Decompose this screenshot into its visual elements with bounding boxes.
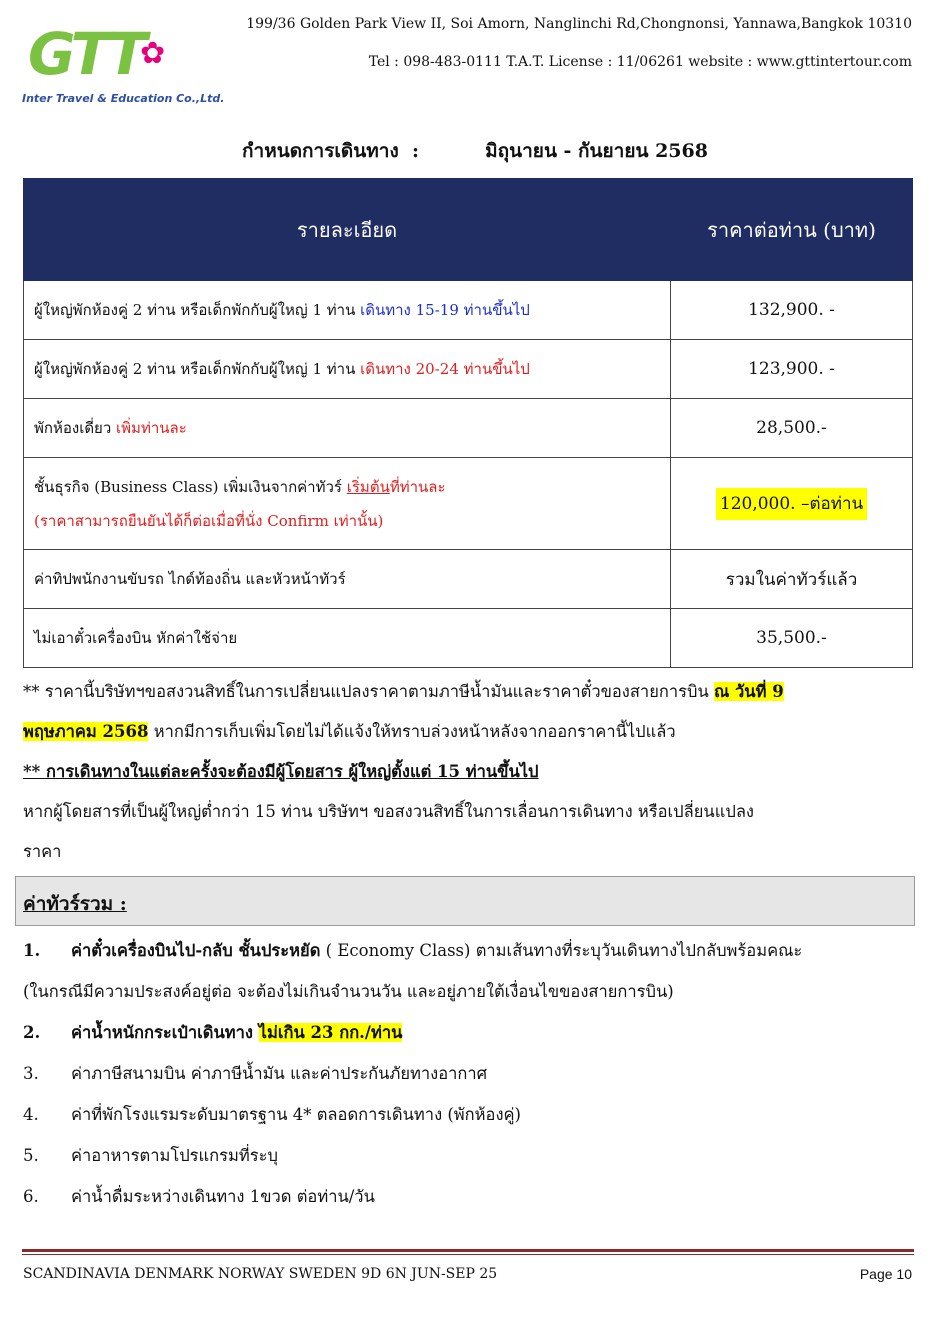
table-row [24,550,913,609]
surcharge-note: เพิ่มท่านละ [116,419,187,437]
highlighted-date: ณ วันที่ 9 [713,682,784,701]
item-continuation: (ในกรณีมีความประสงค์อยู่ต่อ จะต้องไม่เกินจำนวนวัน และอยู่ภายใต้เงื่อนไขของสายการบิน) [23,982,674,1001]
header-detail: รายละเอียด [24,179,671,281]
section-title: ค่าทัวร์รวม : [23,893,127,915]
travel-schedule [0,136,950,166]
list-item [23,1012,923,1053]
section-header [15,876,915,926]
table-header-row [24,179,913,281]
footer-divider-thin [22,1254,914,1255]
item-number: 3. [23,1064,39,1083]
group-size-note: เดินทาง 15-19 ท่านขึ้นไป [360,301,530,319]
baggage-limit: ไม่เกิน 23 กก./ท่าน [258,1023,403,1042]
row-price [671,458,913,550]
item-text: ค่าอาหารตามโปรแกรมที่ระบุ [71,1146,278,1165]
per-person-note: ที่ท่านละ [389,477,446,496]
table-row [24,340,913,399]
note-line [23,712,915,752]
price-notes [23,672,915,872]
note-text: ** ราคานี้บริษัทฯขอสงวนสิทธิ์ในการเปลี่ยนแปลงราคาตามภาษีน้ำมันและราคาตั๋วของสายการบิน [23,682,714,701]
item-number: 6. [23,1187,39,1206]
item-text: ค่าที่พักโรงแรมระดับมาตรฐาน 4* ตลอดการเดินทาง (พักห้องคู่) [71,1105,521,1124]
confirm-note: (ราคาสามารถยืนยันได้ก็ต่อเมื่อที่นั่ง Confirm เท่านั้น) [34,511,384,530]
table-row [24,281,913,340]
schedule-label: กำหนดการเดินทาง : [242,140,419,162]
desc-text: ชั้นธุรกิจ (Business Class) เพิ่มเงินจากค่าทัวร์ [34,477,347,496]
row-price: 35,500.- [671,609,913,668]
company-contact: Tel : 098-483-0111 T.A.T. License : 11/06261 website : www.gttintertour.com [368,54,912,70]
table-row [24,458,913,550]
footer-divider [22,1249,914,1252]
list-item [23,1094,923,1135]
note-line [23,752,915,792]
item-text: ค่าภาษีสนามบิน ค่าภาษีน้ำมัน และค่าประกันภัยทางอากาศ [71,1064,488,1083]
item-number: 2. [23,1023,41,1042]
flower-icon: ✿ [140,36,166,71]
item-text: ( Economy Class) ตามเส้นทางที่ระบุวันเดินทางไปกลับพร้อมคณะ [320,941,803,960]
highlighted-price: 120,000. –ต่อท่าน [716,488,867,520]
table-row [24,609,913,668]
company-logo [22,20,225,115]
desc-text: ผู้ใหญ่พักห้องคู่ 2 ท่าน หรือเด็กพักกับผู้ใหญ่ 1 ท่าน [34,301,361,319]
row-price: รวมในค่าทัวร์แล้ว [671,550,913,609]
logo-text: GTT [28,20,144,88]
row-desc [24,399,671,458]
list-item [23,930,923,1012]
list-item [23,1135,923,1176]
desc-text: พักห้องเดี่ยว [34,419,117,437]
price-table [23,178,913,668]
highlighted-date: พฤษภาคม 2568 [23,722,149,741]
footer-tour-title: SCANDINAVIA DENMARK NORWAY SWEDEN 9D 6N JUN-SEP 25 [23,1266,498,1282]
header-price: ราคาต่อท่าน (บาท) [671,179,913,281]
company-address: 199/36 Golden Park View II, Soi Amorn, Nanglinchi Rd,Chongnonsi, Yannawa,Bangkok 10310 [246,16,912,32]
note-line [23,672,915,712]
inclusions-list [23,930,923,1217]
row-price: 28,500.- [671,399,913,458]
note-line: หากผู้โดยสารที่เป็นผู้ใหญ่ต่ำกว่า 15 ท่าน บริษัทฯ ขอสงวนสิทธิ์ในการเลื่อนการเดินทาง หรือเปลี่ยนแปลง [23,802,754,821]
group-size-note: เดินทาง 20-24 ท่านขึ้นไป [360,360,530,378]
starting-note: เริ่มต้น [346,477,390,496]
item-number: 5. [23,1146,39,1165]
page-number: Page 10 [859,1266,912,1282]
row-desc [24,281,671,340]
row-desc [24,340,671,399]
list-item [23,1053,923,1094]
row-desc [24,458,671,550]
logo-subtitle: Inter Travel & Education Co.,Ltd. [22,92,225,105]
table-row [24,399,913,458]
item-bold: ค่าตั๋วเครื่องบินไป-กลับ ชั้นประหยัด [71,941,321,960]
item-number: 1. [23,941,41,960]
row-price: 132,900. - [671,281,913,340]
item-number: 4. [23,1105,39,1124]
item-text: ค่าน้ำดื่มระหว่างเดินทาง 1ขวด ต่อท่าน/วัน [71,1187,375,1206]
item-bold: ค่าน้ำหนักกระเป๋าเดินทาง [71,1023,259,1042]
list-item [23,1176,923,1217]
min-passengers-note: ** การเดินทางในแต่ละครั้งจะต้องมีผู้โดยสาร ผู้ใหญ่ตั้งแต่ 15 ท่านขึ้นไป [23,762,539,781]
desc-text: ผู้ใหญ่พักห้องคู่ 2 ท่าน หรือเด็กพักกับผู้ใหญ่ 1 ท่าน [34,360,361,378]
row-price: 123,900. - [671,340,913,399]
row-desc: ค่าทิปพนักงานขับรถ ไกด์ท้องถิ่น และหัวหน้าทัวร์ [24,550,671,609]
note-text: หากมีการเก็บเพิ่มโดยไม่ได้แจ้งให้ทราบล่วงหน้าหลังจากออกราคานี้ไปแล้ว [148,722,676,741]
note-line: ราคา [23,842,62,861]
row-desc: ไม่เอาตั๋วเครื่องบิน หักค่าใช้จ่าย [24,609,671,668]
schedule-period: มิถุนายน - กันยายน 2568 [485,140,708,162]
